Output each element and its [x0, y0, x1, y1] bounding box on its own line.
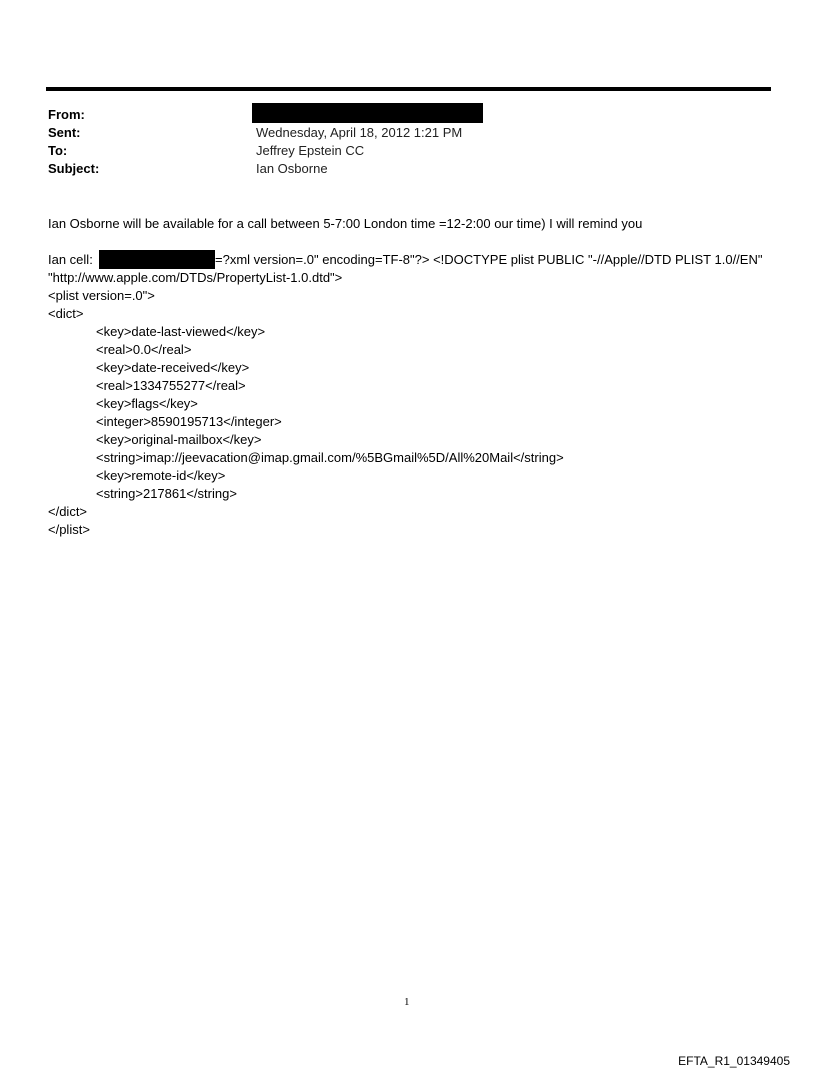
- sent-value: Wednesday, April 18, 2012 1:21 PM: [256, 125, 463, 140]
- page-number: 1: [404, 996, 410, 1008]
- cell-rest: =?xml version=.0" encoding=TF-8"?> <!DOCTYPE plist PUBLIC "-//Apple//DTD PLIST 1.0//EN": [215, 252, 763, 267]
- dict-open: <dict>: [48, 306, 84, 321]
- dtd-url: "http://www.apple.com/DTDs/PropertyList-1.0.dtd">: [48, 270, 343, 285]
- to-value: Jeffrey Epstein CC: [256, 143, 365, 158]
- dict-entry: <integer>8590195713</integer>: [96, 414, 282, 429]
- dict-entry: <key>original-mailbox</key>: [96, 432, 262, 447]
- plist-close: </plist>: [48, 522, 90, 537]
- bates-number: EFTA_R1_01349405: [678, 1054, 790, 1068]
- plist-open: <plist version=.0">: [48, 288, 155, 303]
- dict-entry: <real>0.0</real>: [96, 342, 192, 357]
- dict-entry: <real>1334755277</real>: [96, 378, 246, 393]
- dict-close: </dict>: [48, 504, 88, 519]
- to-label: To:: [48, 143, 68, 158]
- dict-entry: <key>date-last-viewed</key>: [96, 324, 266, 339]
- redacted-phone: [99, 250, 215, 269]
- header-divider: [46, 87, 771, 91]
- body-intro: Ian Osborne will be available for a call between 5-7:00 London time =12-2:00 our time) I will remind you: [48, 216, 643, 231]
- dict-entry: <key>date-received</key>: [96, 360, 250, 375]
- from-label: From:: [48, 107, 85, 122]
- subject-value: Ian Osborne: [256, 161, 328, 176]
- dict-entry: <key>flags</key>: [96, 396, 198, 411]
- dict-entry: <key>remote-id</key>: [96, 468, 226, 483]
- dict-entry: <string>imap://jeevacation@imap.gmail.com/%5BGmail%5D/All%20Mail</string>: [96, 450, 564, 465]
- cell-label: Ian cell:: [48, 252, 93, 267]
- sent-label: Sent:: [48, 125, 81, 140]
- dict-entry: <string>217861</string>: [96, 486, 237, 501]
- redacted-sender: [252, 103, 483, 123]
- subject-label: Subject:: [48, 161, 100, 176]
